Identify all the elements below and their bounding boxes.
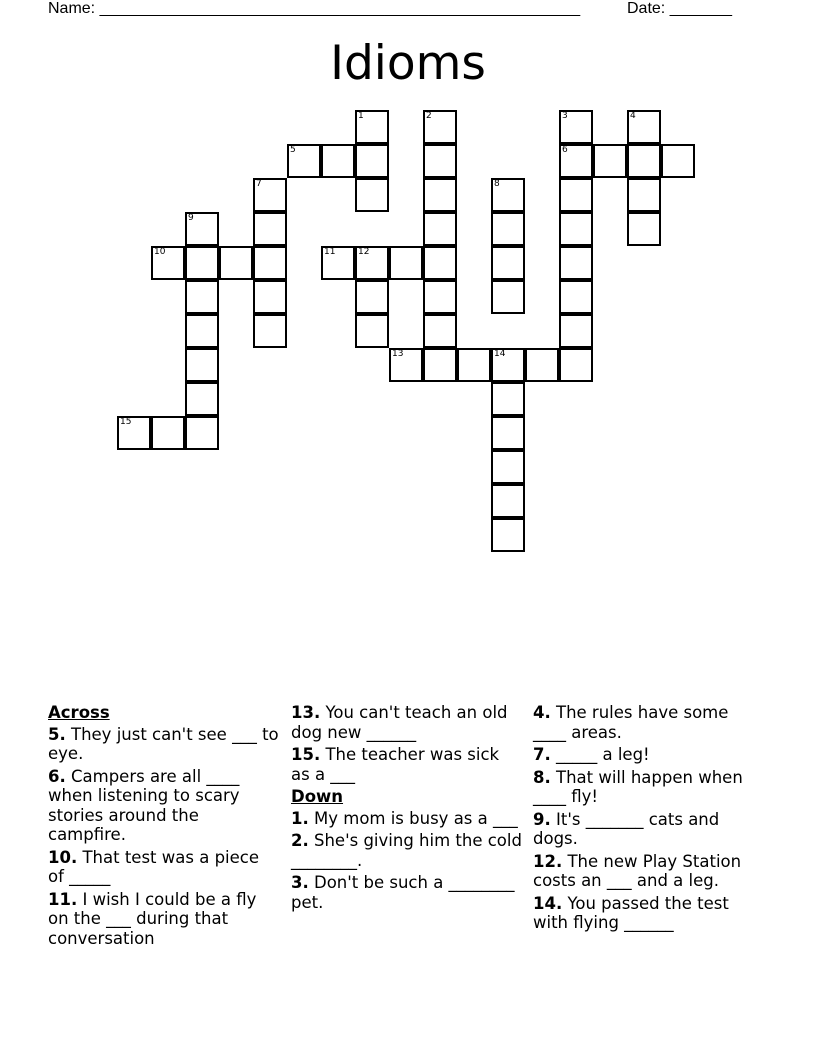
- grid-cell[interactable]: [151, 246, 185, 280]
- grid-cell[interactable]: [219, 246, 253, 280]
- grid-cell[interactable]: [287, 144, 321, 178]
- clue-number-label: 10: [154, 247, 166, 257]
- clue-number-label: 3: [562, 111, 568, 121]
- clue-number: 4.: [533, 703, 551, 722]
- grid-cell[interactable]: [253, 178, 287, 212]
- clue-number: 12.: [533, 851, 563, 871]
- clue-text: The new Play Station costs an ___ and a leg.: [533, 851, 742, 890]
- grid-cell[interactable]: [423, 178, 457, 212]
- grid-cell[interactable]: [355, 110, 389, 144]
- clue-number-label: 6: [562, 145, 568, 155]
- grid-cell[interactable]: [491, 280, 525, 314]
- grid-cell[interactable]: [355, 144, 389, 178]
- grid-cell[interactable]: [491, 382, 525, 416]
- clue-column-3: [533, 703, 765, 936]
- grid-cell[interactable]: [355, 280, 389, 314]
- clue-down-7: [533, 745, 765, 765]
- clue-number: 14.: [533, 893, 563, 913]
- clue-column-2: [291, 703, 523, 915]
- grid-cell[interactable]: [559, 212, 593, 246]
- grid-cell[interactable]: [253, 212, 287, 246]
- clue-across-11: [48, 890, 280, 949]
- clue-number: 10.: [48, 847, 78, 867]
- grid-cell[interactable]: [491, 178, 525, 212]
- grid-cell[interactable]: [559, 314, 593, 348]
- grid-cell[interactable]: [491, 416, 525, 450]
- clue-number-label: 8: [494, 179, 500, 189]
- grid-cell[interactable]: [525, 348, 559, 382]
- clue-number: 6.: [48, 766, 66, 786]
- grid-cell[interactable]: [423, 314, 457, 348]
- clue-across-6: [48, 767, 280, 845]
- clue-number-label: 5: [290, 145, 296, 155]
- clue-number-label: 2: [426, 111, 432, 121]
- grid-cell[interactable]: [423, 348, 457, 382]
- clue-number-label: 14: [494, 349, 506, 359]
- down-heading: Down: [291, 787, 344, 806]
- across-heading: Across: [48, 703, 110, 722]
- clue-down-14: [533, 894, 765, 933]
- grid-cell[interactable]: [627, 110, 661, 144]
- clue-down-8: [533, 768, 765, 807]
- grid-cell[interactable]: [185, 280, 219, 314]
- clue-down-12: [533, 852, 765, 891]
- grid-cell[interactable]: [627, 212, 661, 246]
- clue-text: You passed the test with flying ______: [533, 893, 729, 932]
- grid-cell[interactable]: [559, 280, 593, 314]
- grid-cell[interactable]: [151, 416, 185, 450]
- grid-cell[interactable]: [355, 314, 389, 348]
- clue-across-15: [291, 745, 523, 784]
- grid-cell[interactable]: [423, 110, 457, 144]
- grid-cell[interactable]: [355, 246, 389, 280]
- clue-down-9: [533, 810, 765, 849]
- clue-across-10: [48, 848, 280, 887]
- clue-number-label: 4: [630, 111, 636, 121]
- clue-number: 1.: [291, 808, 309, 828]
- page-title: Idioms: [330, 36, 486, 91]
- clue-number: 8.: [533, 767, 551, 787]
- grid-cell[interactable]: [559, 144, 593, 178]
- grid-cell[interactable]: [185, 348, 219, 382]
- grid-cell[interactable]: [491, 518, 525, 552]
- clue-text: _____ a leg!: [550, 745, 650, 764]
- grid-cell[interactable]: [321, 246, 355, 280]
- clue-number-label: 7: [256, 179, 262, 189]
- clue-number-label: 12: [358, 247, 370, 257]
- clue-number: 13.: [291, 703, 321, 722]
- grid-cell[interactable]: [185, 416, 219, 450]
- grid-cell[interactable]: [253, 246, 287, 280]
- grid-cell[interactable]: [661, 144, 695, 178]
- clue-number: 3.: [291, 873, 309, 892]
- grid-cell[interactable]: [491, 450, 525, 484]
- grid-cell[interactable]: [355, 178, 389, 212]
- clue-text: I wish I could be a fly on the ___ during that conversation: [48, 889, 257, 948]
- grid-cell[interactable]: [593, 144, 627, 178]
- clue-text: She's giving him the cold ________.: [291, 831, 522, 870]
- clue-across-5: [48, 725, 280, 764]
- clue-number: 5.: [48, 724, 66, 744]
- clue-text: It's _______ cats and dogs.: [533, 809, 720, 848]
- grid-cell[interactable]: [559, 246, 593, 280]
- clue-text: Don't be such a ________ pet.: [291, 873, 515, 912]
- name-field-label: Name: ______________________________________________________: [48, 0, 581, 17]
- grid-cell[interactable]: [559, 110, 593, 144]
- clue-number: 7.: [533, 745, 551, 764]
- grid-cell[interactable]: [185, 212, 219, 246]
- clue-down-2: [291, 831, 523, 870]
- clue-down-4: [533, 703, 765, 742]
- clue-text: You can't teach an old dog new ______: [291, 703, 508, 742]
- grid-cell[interactable]: [559, 178, 593, 212]
- clue-text: They just can't see ___ to eye.: [48, 724, 279, 763]
- grid-cell[interactable]: [423, 280, 457, 314]
- grid-cell[interactable]: [491, 348, 525, 382]
- clue-number: 9.: [533, 809, 551, 829]
- date-field-label: Date: _______: [627, 0, 732, 17]
- clue-number-label: 1: [358, 111, 364, 121]
- grid-cell[interactable]: [491, 484, 525, 518]
- grid-cell[interactable]: [253, 280, 287, 314]
- grid-cell[interactable]: [117, 416, 151, 450]
- clue-number: 11.: [48, 889, 78, 909]
- grid-cell[interactable]: [185, 314, 219, 348]
- grid-cell[interactable]: [627, 178, 661, 212]
- clue-text: That test was a piece of _____: [48, 847, 260, 886]
- clue-number: 15.: [291, 745, 321, 764]
- clue-text: That will happen when ____ fly!: [533, 767, 743, 806]
- clue-text: The teacher was sick as a ___: [291, 745, 500, 784]
- clue-text: My mom is busy as a ___: [308, 808, 518, 828]
- grid-cell[interactable]: [423, 144, 457, 178]
- clue-number-label: 11: [324, 247, 336, 257]
- grid-cell[interactable]: [423, 212, 457, 246]
- clue-column-1: [48, 703, 280, 951]
- grid-cell[interactable]: [559, 348, 593, 382]
- grid-cell[interactable]: [423, 246, 457, 280]
- grid-cell[interactable]: [185, 382, 219, 416]
- clue-down-1: [291, 809, 523, 829]
- clue-number: 2.: [291, 831, 309, 850]
- clue-across-13: [291, 703, 523, 742]
- grid-cell[interactable]: [491, 212, 525, 246]
- clue-number-label: 13: [392, 349, 404, 359]
- grid-cell[interactable]: [491, 246, 525, 280]
- grid-cell[interactable]: [185, 246, 219, 280]
- grid-cell[interactable]: [253, 314, 287, 348]
- clue-text: The rules have some ____ areas.: [533, 703, 729, 742]
- grid-cell[interactable]: [389, 246, 423, 280]
- clue-number-label: 15: [120, 417, 132, 427]
- grid-cell[interactable]: [457, 348, 491, 382]
- clue-down-3: [291, 873, 523, 912]
- clue-text: Campers are all ____ when listening to scary stories around the campfire.: [48, 766, 240, 844]
- clue-number-label: 9: [188, 213, 194, 223]
- grid-cell[interactable]: [627, 144, 661, 178]
- grid-cell[interactable]: [389, 348, 423, 382]
- grid-cell[interactable]: [321, 144, 355, 178]
